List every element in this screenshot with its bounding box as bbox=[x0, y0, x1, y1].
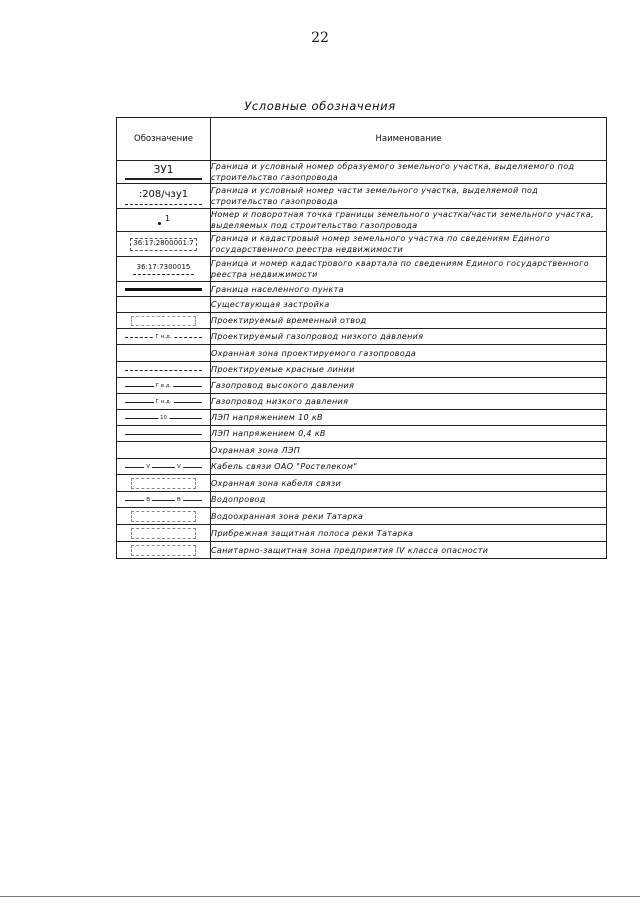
legend-row bbox=[117, 542, 607, 559]
legend-row bbox=[117, 362, 607, 378]
symbol-label: В bbox=[177, 497, 181, 503]
legend-row bbox=[117, 525, 607, 542]
legend-name: Прибрежная защитная полоса реки Татарка bbox=[211, 525, 607, 542]
legend-name: Граница населенного пункта bbox=[211, 282, 607, 297]
symbol-label: Г н.д. bbox=[155, 334, 172, 340]
legend-title: Условные обозначения bbox=[244, 99, 396, 113]
legend-name: Проектируемый временный отвод bbox=[211, 313, 607, 329]
symbol-power-line-04kv bbox=[117, 426, 211, 442]
symbol-settlement-boundary bbox=[117, 282, 211, 297]
legend-name: Санитарно-защитная зона предприятия IV класса опасности bbox=[211, 542, 607, 559]
legend-row bbox=[117, 209, 607, 232]
symbol-label: Г в.д. bbox=[155, 383, 172, 389]
legend-name: Охранная зона ЛЭП bbox=[211, 442, 607, 459]
legend-row bbox=[117, 297, 607, 313]
legend-row bbox=[117, 161, 607, 184]
symbol-red-lines bbox=[117, 362, 211, 378]
header-symbol: Обозначение bbox=[117, 118, 211, 161]
legend-row bbox=[117, 475, 607, 492]
legend-name: ЛЭП напряжением 0,4 кВ bbox=[211, 426, 607, 442]
legend-name: Проектируемые красные линии bbox=[211, 362, 607, 378]
legend-name: ЛЭП напряжением 10 кВ bbox=[211, 410, 607, 426]
symbol-parcel-number bbox=[117, 161, 211, 184]
symbol-cable-protection-zone bbox=[117, 475, 211, 492]
quarter-line bbox=[133, 274, 194, 275]
legend-name: Проектируемый газопровод низкого давления bbox=[211, 329, 607, 345]
symbol-power-line-10kv bbox=[117, 410, 211, 426]
legend-name: Существующая застройка bbox=[211, 297, 607, 313]
legend-name: Кабель связи ОАО "Ростелеком" bbox=[211, 459, 607, 475]
legend-row bbox=[117, 394, 607, 410]
point-dot-icon bbox=[158, 222, 161, 225]
symbol-cadastral-quarter bbox=[117, 257, 211, 282]
legend-header-row bbox=[117, 118, 607, 161]
symbol-telecom-cable bbox=[117, 459, 211, 475]
symbol-label: 36:17:7300015 bbox=[136, 263, 191, 271]
page-bottom-edge bbox=[0, 896, 640, 897]
legend-row bbox=[117, 426, 607, 442]
symbol-low-pressure-gas bbox=[117, 394, 211, 410]
legend-name: Охранная зона кабеля связи bbox=[211, 475, 607, 492]
symbol-turning-point bbox=[117, 209, 211, 232]
legend-row bbox=[117, 410, 607, 426]
symbol-sanitary-zone bbox=[117, 542, 211, 559]
legend-row bbox=[117, 442, 607, 459]
legend-row bbox=[117, 459, 607, 475]
page-number: 22 bbox=[311, 30, 329, 46]
symbol-gas-protection-zone bbox=[117, 345, 211, 362]
legend-table bbox=[116, 117, 607, 559]
symbol-label: V bbox=[146, 464, 150, 470]
legend-row bbox=[117, 345, 607, 362]
boundary-line bbox=[125, 204, 202, 205]
boundary-line bbox=[125, 178, 202, 180]
symbol-label: 10 bbox=[160, 415, 167, 421]
symbol-water-pipe bbox=[117, 492, 211, 508]
symbol-label: ЗУ1 bbox=[153, 164, 174, 176]
symbol-label: :208/чзу1 bbox=[138, 189, 189, 200]
legend-row bbox=[117, 257, 607, 282]
symbol-temporary-allotment bbox=[117, 313, 211, 329]
legend-row bbox=[117, 378, 607, 394]
symbol-water-protection-zone bbox=[117, 508, 211, 525]
legend-name: Граница и условный номер образуемого земельного участка, выделяемого под строительство газопровода bbox=[211, 161, 607, 184]
legend-row bbox=[117, 329, 607, 345]
symbol-label: 1 bbox=[165, 214, 171, 223]
legend-row bbox=[117, 184, 607, 209]
symbol-high-pressure-gas bbox=[117, 378, 211, 394]
symbol-parcel-part-number bbox=[117, 184, 211, 209]
legend-name: Водопровод bbox=[211, 492, 607, 508]
legend-row bbox=[117, 313, 607, 329]
legend-name: Номер и поворотная точка границы земельного участка/части земельного участка, выделяемых под строительство газопровода bbox=[211, 209, 607, 232]
legend-name: Граница и кадастровый номер земельного участка по сведениям Единого государственного реестра недвижимости bbox=[211, 232, 607, 257]
legend-row bbox=[117, 232, 607, 257]
symbol-label: 36:17:2800001:7 bbox=[133, 239, 194, 247]
legend-row bbox=[117, 508, 607, 525]
legend-name: Газопровод низкого давления bbox=[211, 394, 607, 410]
legend-name: Граница и условный номер части земельного участка, выделяемой под строительство газопровода bbox=[211, 184, 607, 209]
symbol-projected-low-gas bbox=[117, 329, 211, 345]
legend-name: Охранная зона проектируемого газопровода bbox=[211, 345, 607, 362]
legend-row bbox=[117, 282, 607, 297]
symbol-label: Г н.д. bbox=[155, 399, 172, 405]
symbol-coastal-strip bbox=[117, 525, 211, 542]
legend-name: Водоохранная зона реки Татарка bbox=[211, 508, 607, 525]
symbol-label: V bbox=[177, 464, 181, 470]
symbol-power-protection-zone bbox=[117, 442, 211, 459]
symbol-existing-buildings bbox=[117, 297, 211, 313]
legend-name: Газопровод высокого давления bbox=[211, 378, 607, 394]
header-name: Наименование bbox=[211, 118, 607, 161]
legend-name: Граница и номер кадастрового квартала по сведениям Единого государственного реестра недвижимости bbox=[211, 257, 607, 282]
legend-row bbox=[117, 492, 607, 508]
symbol-cadastral-parcel bbox=[117, 232, 211, 257]
symbol-label: В bbox=[146, 497, 150, 503]
